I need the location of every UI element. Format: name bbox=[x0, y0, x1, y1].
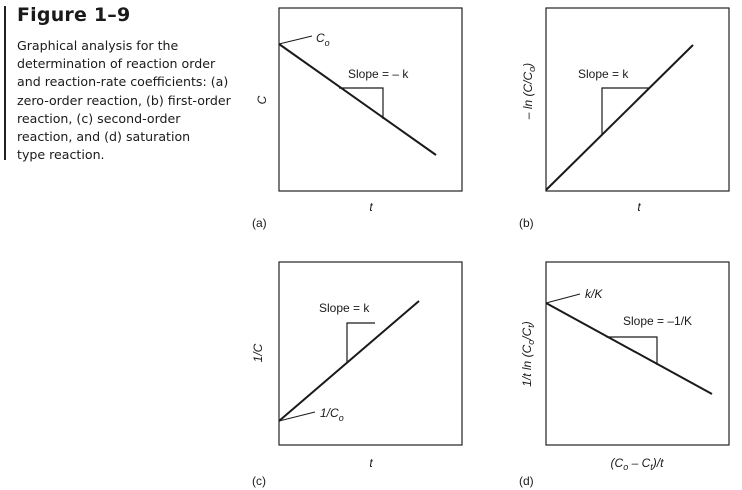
panel-b-xlabel: t bbox=[637, 200, 641, 214]
panel-c-intercept-sub: o bbox=[338, 413, 344, 423]
caption-line: type reaction. bbox=[17, 147, 105, 163]
panel-c-data-line bbox=[279, 301, 419, 421]
panel-a bbox=[252, 8, 462, 230]
panel-a-intercept-sub: o bbox=[324, 38, 330, 48]
panel-c-intercept-main: 1/C bbox=[320, 406, 339, 420]
panel-c-intercept-label bbox=[320, 406, 344, 423]
panel-c-frame bbox=[279, 262, 462, 445]
caption-line: and reaction-rate coefficients: (a) bbox=[17, 74, 229, 90]
panel-b bbox=[519, 8, 729, 230]
panel-c-slope-label: Slope = k bbox=[319, 301, 370, 315]
panel-b-ylabel-main: – ln (C/C bbox=[521, 71, 535, 120]
panel-d-xlabel-sub1: o bbox=[623, 462, 629, 472]
panel-d-ylabel-sub2: t bbox=[526, 325, 536, 328]
panel-b-ylabel bbox=[521, 63, 537, 120]
panel-a-ylabel: C bbox=[255, 95, 269, 105]
caption-line: determination of reaction order bbox=[17, 56, 216, 72]
panel-a-slope-triangle bbox=[339, 88, 383, 119]
panel-d-ylabel-mid: /C bbox=[520, 327, 534, 340]
panel-b-ylabel-end: ) bbox=[521, 62, 535, 67]
panel-b-letter: (b) bbox=[519, 216, 534, 230]
panel-a-intercept-main: C bbox=[316, 31, 325, 45]
panel-d-xlabel bbox=[611, 456, 665, 472]
figure-title: Figure 1–9 bbox=[17, 4, 131, 26]
panel-d-ylabel bbox=[520, 321, 536, 387]
caption-line: reaction, and (d) saturation bbox=[17, 129, 191, 145]
panel-d-xlabel-sub2: t bbox=[650, 462, 653, 472]
caption-line: reaction, (c) second-order bbox=[17, 110, 181, 126]
panel-d-intercept-leader bbox=[546, 294, 580, 303]
panel-a-intercept-label bbox=[316, 31, 330, 48]
panel-d-ylabel-pre: 1/t ln (C bbox=[520, 344, 534, 387]
panel-a-xlabel: t bbox=[369, 200, 373, 214]
panel-a-data-line bbox=[279, 44, 436, 155]
panel-c-letter: (c) bbox=[252, 474, 266, 488]
panel-b-slope-label: Slope = k bbox=[578, 67, 629, 81]
panel-d-letter: (d) bbox=[519, 474, 534, 488]
caption-line: Graphical analysis for the bbox=[17, 38, 179, 53]
panel-d-ylabel-end: ) bbox=[520, 321, 534, 326]
panel-a-intercept-leader bbox=[279, 36, 312, 44]
panel-c-ylabel: 1/C bbox=[251, 343, 265, 363]
panel-d bbox=[519, 262, 729, 488]
panel-d-xlabel-end: )/t bbox=[652, 456, 664, 470]
panel-d-xlabel-mid: – C bbox=[628, 456, 651, 470]
panel-d-xlabel-pre: (C bbox=[610, 456, 624, 470]
panel-a-letter: (a) bbox=[252, 216, 267, 230]
panel-a-frame bbox=[279, 8, 462, 191]
panel-d-ylabel-sub1: o bbox=[526, 339, 536, 345]
panel-c bbox=[251, 262, 462, 488]
panel-d-intercept-label: k/K bbox=[585, 287, 603, 301]
panel-b-ylabel-sub: o bbox=[527, 66, 537, 72]
panel-d-slope-label: Slope = –1/K bbox=[623, 314, 693, 328]
panel-c-xlabel: t bbox=[369, 456, 373, 470]
panel-a-slope-label: Slope = – k bbox=[348, 67, 409, 81]
caption-line: zero-order reaction, (b) first-order bbox=[17, 92, 231, 108]
